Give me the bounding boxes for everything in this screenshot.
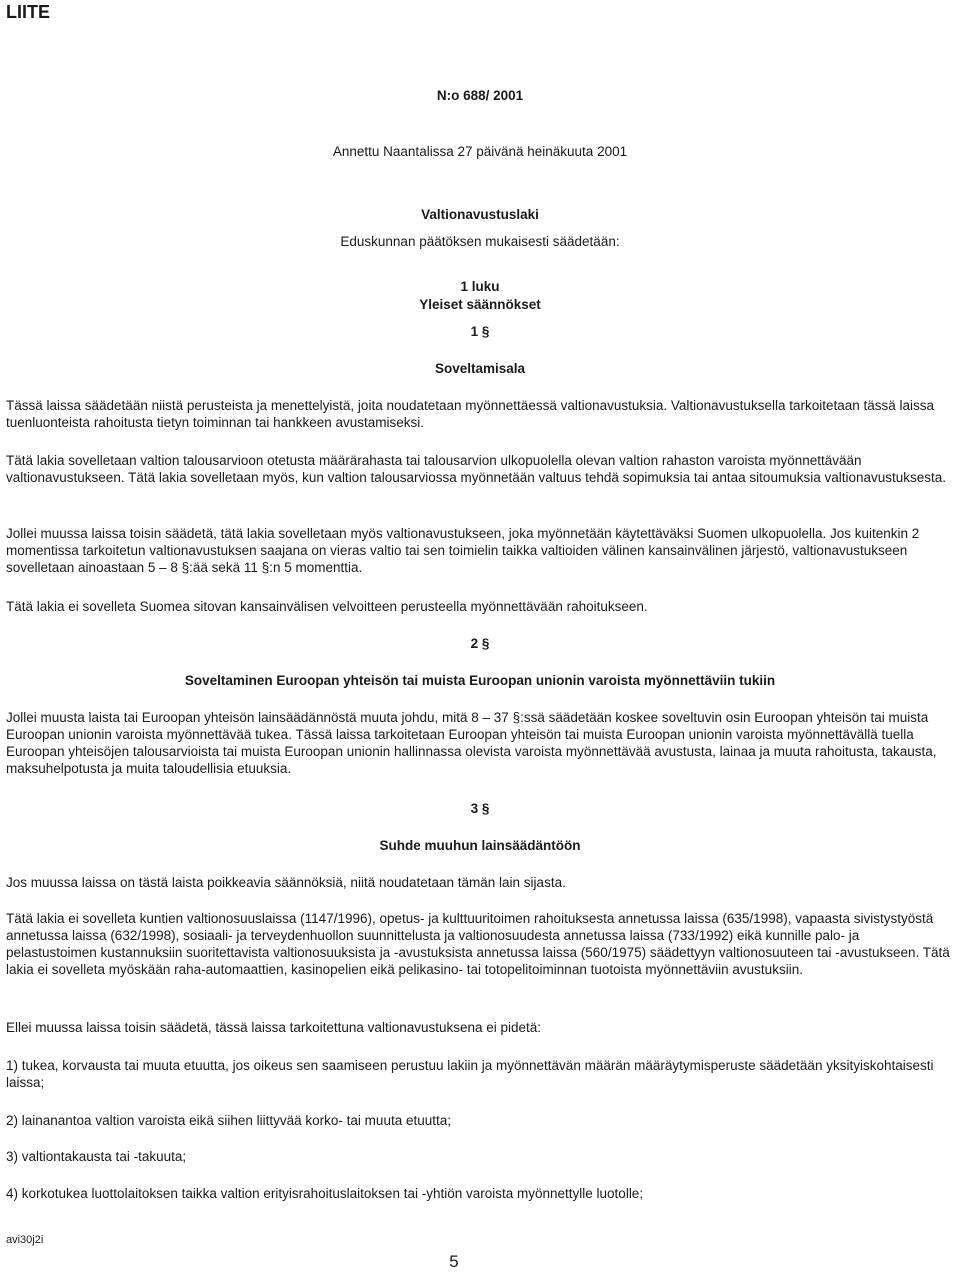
page-tag: LIITE — [6, 2, 50, 22]
section-3-paragraph-1: Jos muussa laissa on tästä laista poikkeavia säännöksiä, niitä noudatetaan tämän lain sijasta. — [6, 875, 566, 890]
section-1-paragraph-3: Jollei muussa laissa toisin säädetä, tätä lakia sovelletaan myös valtionavustukseen, joka myönnetään käytettäväksi Suomen ulkopuolella. Jos kuitenkin 2 momentissa tarkoitetun valtionavustuksen saajana on vieras valtio tai sen toimielin taikka valtioiden välinen kansainvälinen järjestö, valtionavustukseen sovelletaan ainoastaan 5 – 8 §:ää sekä 11 §:n 5 momenttia. — [6, 526, 920, 575]
chapter-title: Yleiset säännökset — [419, 297, 541, 312]
section-2-paragraph-1: Jollei muusta laista tai Euroopan yhteisön lainsäädännöstä muuta johdu, mitä 8 – 37 §:ssä säädetään koskee soveltuvin osin Euroopan yhteisön tai muista Euroopan unionin varoista myönnettävää tukea. Tässä laissa tarkoitetaan Euroopan yhteisön tai muista Euroopan unionin varoista myönnettävällä tuella Euroopan yhteisöjen talousarvioista tai muista Euroopan unionin hallinnassa olevista varoista myönnettävää avustusta, lainaa ja muuta rahoitusta, takausta, maksuhelpotusta ja muita taloudellisia etuuksia. — [6, 710, 937, 776]
section-3-heading: Suhde muuhun lainsäädäntöön — [379, 838, 581, 853]
section-1-paragraph-2: Tätä lakia sovelletaan valtion talousarvioon otetusta määrärahasta tai talousarvion ulkopuolella olevan valtion rahaston varoista myönnettävään valtionavustukseen. Tätä lakia sovelletaan myös, kun valtion talousarviossa myönnetään valtuus tehdä sopimuksia tai antaa sitoumuksia valtionavustuksesta. — [6, 453, 947, 485]
issued-line: Annettu Naantalissa 27 päivänä heinäkuuta 2001 — [332, 144, 628, 159]
section-3-item-3: 3) valtiontakausta tai -takuuta; — [6, 1149, 187, 1164]
section-3-paragraph-2: Tätä lakia ei sovelleta kuntien valtionosuuslaissa (1147/1996), opetus- ja kulttuuritoimen rahoituksesta annetussa laissa (635/1998), vapaasta sivistystyöstä annetussa laissa (632/1998), sosiaali- ja terveydenhuollon suunnittelusta ja valtionosuudesta annetussa laissa (733/1992) eikä kunnille palo- ja pelastustoimen kustannuksiin suoritettavista valtionosuuksista ja -avustuksista annetussa laissa (560/1975) säädettyyn valtionosuuteen tai -avustukseen. Tätä lakia ei sovelleta myöskään raha-automaattien, kasinopelien eikä pelikasino- tai totopelitoiminnan tuotoista myönnettäviin avustuksiin. — [6, 911, 950, 977]
chapter-number: 1 luku — [460, 279, 500, 294]
section-3-item-1: 1) tukea, korvausta tai muuta etuutta, jos oikeus sen saamiseen perustuu lakiin ja myönnettävän määrän määräytymisperuste säädetään yksityiskohtaisesti laissa; — [6, 1058, 934, 1090]
preamble: Eduskunnan päätöksen mukaisesti säädetään: — [340, 234, 620, 249]
section-3-paragraph-3: Ellei muussa laissa toisin säädetä, tässä laissa tarkoitettuna valtionavustuksena ei pidetä: — [6, 1020, 542, 1035]
section-1-number: 1 § — [470, 324, 490, 339]
section-1-paragraph-1: Tässä laissa säädetään niistä perusteista ja menettelyistä, joita noudatetaan myönnettäessä valtionavustuksia. Valtionavustuksella tarkoitetaan tässä laissa tuenluonteista rahoitusta tietyn toiminnan tai hankkeen avustamiseksi. — [6, 398, 935, 430]
section-2-heading: Soveltaminen Euroopan yhteisön tai muista Euroopan unionin varoista myönnettäviin tukiin — [184, 673, 776, 688]
statute-number: N:o 688/ 2001 — [436, 88, 524, 103]
section-1-heading: Soveltamisala — [434, 361, 526, 376]
section-1-paragraph-4: Tätä lakia ei sovelleta Suomea sitovan kansainvälisen velvoitteen perusteella myönnettävään rahoitukseen. — [6, 599, 648, 614]
page-number: 5 — [449, 1252, 459, 1271]
section-3-item-2: 2) lainanantoa valtion varoista eikä siihen liittyvää korko- tai muuta etuutta; — [6, 1113, 451, 1128]
section-3-number: 3 § — [470, 801, 490, 816]
law-title: Valtionavustuslaki — [421, 207, 539, 222]
section-2-number: 2 § — [470, 636, 490, 651]
footer-code: avi30j2i — [6, 1234, 44, 1246]
section-3-item-4: 4) korkotukea luottolaitoksen taikka valtion erityisrahoituslaitoksen tai -yhtiön varoista myönnettylle luotolle; — [6, 1186, 644, 1201]
